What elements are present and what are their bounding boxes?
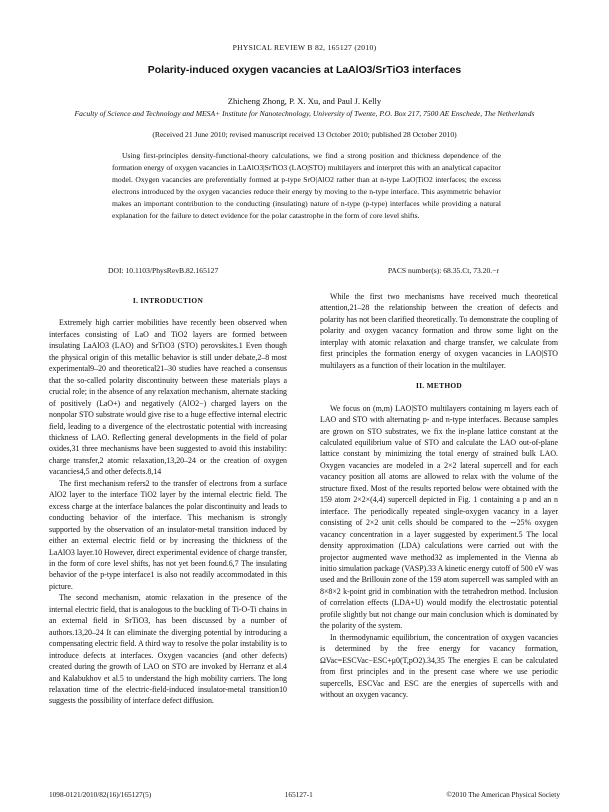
author-list: Zhicheng Zhong, P. X. Xu, and Paul J. Kelly [227,96,382,106]
paragraph: Extremely high carrier mobilities have recently been observed when interfaces consisting of LaO and TiO2 layers are formed between insulating LaAlO3 (LAO) and SrTiO3 (STO) perovskites.1 Even though the physical origin of this metallic behavior is still under debate,2–8 most experimental9–20 and theoretical21–30 studies have reached a consensus that the so-called polarity discontinuity between these materials plays a crucial role; in the absence of any relaxation mechanism, alternate stacking of positively (LaO+) and negatively (AlO2−) charged layers on the nonpolar STO substrate would give rise to a huge effective internal electric field, leading to a divergence of the electrostatic potential with increasing thickness of LAO. Reflecting general developments in the field of polar oxides,31 three mechanisms have been suggested to avoid this instability: charge transfer,2 atomic relaxation,13,20–24 or the creation of oxygen vacancies4,5 and other defects.8,14 [49,318,287,477]
page-footer [49,790,560,799]
journal-header: PHYSICAL REVIEW B 82, 165127 (2010) [232,43,377,52]
affiliation: Faculty of Science and Technology and MESA+ Institute for Nanotechnology, University of Twente, P.O. Box 217, 7500 AE Enschede, The Netherlands [74,109,535,118]
footer-issn: 1098-0121/2010/82(16)/165127(5) [49,790,152,799]
paragraph: While the first two mechanisms have received much theoretical attention,21–28 the relationship between the creation of defects and polarity has not been clarified theoretically. To demonstrate the coupling of polarity and oxygen vacancy formation and throw some light on the interplay with atomic relaxation and charge transfer, we calculate from first principles the formation energy of oxygen vacancies in LAO|STO multilayers as a function of their location in the multilayer. [320,292,558,370]
page-number: 165127-1 [284,790,313,799]
section-heading-method: II. METHOD [415,381,463,391]
section-heading-introduction: I. INTRODUCTION [132,296,204,305]
paragraph: The first mechanism refers2 to the transfer of electrons from a surface AlO2 layer to the interface TiO2 layer by the internal electric field. The excess charge at the interface balances the polar discontinuity and leads to conducting behavior of the interface. This mechanism is strongly supported by the observation of an insulator-metal transition induced by either an external electric field or by increasing the thickness of the LaAlO3 layer.10 However, direct experimental evidence of charge transfer, in the form of core level shifts, has not yet been found.6,7 The insulating behavior of the p-type interface1 is also not readily accommodated in this picture. [49,478,287,591]
copyright: ©2010 The American Physical Society [446,790,560,799]
paragraph: The second mechanism, atomic relaxation in the presence of the internal electric field, that is analogous to the buckling of Ti-O-Ti chains in an external field in SrTiO3, has been discussed by a number of authors.13,20–24 It can eliminate the diverging potential by introducing a compensating electric field. A third way to resolve the polar instability is to introduce defects at interfaces. Oxygen vacancies (and other defects) created during the growth of LAO on STO are invoked by Herranz et al.4 and Kalabukhov et al.5 to understand the high mobility carriers. The long relaxation time of the electric-field-induced insulator-metal transition10 suggests the possibility of interface defect diffusion. [49,593,287,706]
pacs-numbers: PACS number(s): 68.35.Ct, 73.20.−r [387,266,499,275]
received-dates: (Received 21 June 2010; revised manuscript received 13 October 2010; published 28 October 2010) [152,130,457,139]
paragraph: We focus on (m,m) LAO|STO multilayers containing m layers each of LAO and STO with alternating p- and n-type interfaces. Because samples are grown on STO substrates, we fix the in-plane lattice constant at the calculated equilibrium value of STO and calculate the LAO out-of-plane lattice constant by minimizing the total energy of strained bulk LAO. Oxygen vacancies are modeled in a 2×2 lateral supercell and for each vacancy position all atoms are allowed to relax with the volume of the structure fixed. Most of the results reported below were obtained with the 159 atom 2×2×(4,4) supercell depicted in Fig. 1 containing a p and an n interface. The periodically repeated single-oxygen vacancy in a layer consisting of 2×2 unit cells should be compared to the ∼25% oxygen vacancy concentration in a layer suggested by experiment.5 The local density approximation (LDA) calculations were carried out with the projector augmented wave method32 as implemented in the Vienna ab initio simulation package (VASP).33 A kinetic energy cutoff of 500 eV was used and the Brillouin zone of the 159 atom supercell was sampled with an 8×8×2 k-point grid in combination with the tetrahedron method. Inclusion of correlation effects (LDA+U) would modify the electrostatic potential profile slightly but not change our main conclusion which is dominated by the polarity of the system. [320,403,558,631]
left-column [49,291,287,771]
doi-link[interactable]: DOI: 10.1103/PhysRevB.82.165127 [108,266,219,275]
article-title: Polarity-induced oxygen vacancies at LaAlO3/SrTiO3 interfaces [147,65,462,76]
paragraph: In thermodynamic equilibrium, the concentration of oxygen vacancies is determined by the free energy for vacancy formation, ΩVac=ESCVac−ESC+μ0(T,pO2).34,35 The energies E can be calculated from first principles and in the present case where we use periodic supercells, ESCVac and ESC are the energies of supercells with and without an oxygen vacancy. [320,632,558,699]
right-column [320,291,558,771]
abstract: Using first-principles density-functional-theory calculations, we find a strong position and thickness dependence of the formation energy of oxygen vacancies in LaAlO3|SrTiO3 (LAO|STO) multilayers and interpret this with an analytical capacitor model. Oxygen vacancies are preferentially formed at p-type SrO|AlO2 rather than at n-type LaO|TiO2 interfaces; the excess electrons introduced by the oxygen vacancies reduce their energy by moving to the n-type interface. This asymmetric behavior makes an important contribution to the conducting (insulating) nature of n-type (p-type) interfaces while providing a natural explanation for the failure to detect evidence for the polar catastrophe in the form of core level shifts. [112,151,501,221]
